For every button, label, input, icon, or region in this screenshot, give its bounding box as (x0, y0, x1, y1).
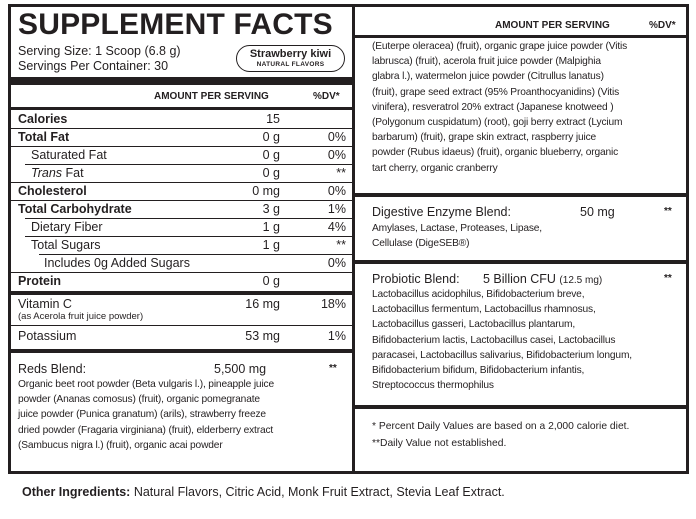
ingredient-line: tart cherry, organic cranberry (372, 162, 498, 174)
nutrient-amount: 1 g (262, 220, 280, 234)
ingredient-line: Bifidobacterium lactis, Lactobacillus casei, Lactobacillus (372, 334, 616, 346)
nutrient-name: Includes 0g Added Sugars (44, 256, 190, 270)
nutrient-row-total-sugars (11, 237, 352, 254)
ingredient-line: powder (Ananas comosus) (fruit), organic pomegranate (18, 394, 260, 406)
nutrient-amount: 0 g (262, 274, 280, 288)
nutrient-amount: 3 g (262, 202, 280, 216)
nutrient-name: Saturated Fat (31, 148, 107, 162)
nutrient-name: Cholesterol (18, 184, 87, 198)
nutrient-row-dietary-fiber (11, 219, 352, 236)
ingredient-line: Lactobacillus acidophilus, Bifidobacterium breve, (372, 289, 585, 300)
serving-size: Serving Size: 1 Scoop (6.8 g) (18, 44, 181, 58)
nutrient-amount: 0 g (262, 130, 280, 144)
nutrient-amount: 0 g (262, 148, 280, 162)
nutrient-dv: 0% (327, 256, 346, 270)
ingredient-line: (Polygonum cuspidatum) (root), goji berry extract (Lycium (372, 117, 623, 129)
amount-per-serving-header-right: AMOUNT PER SERVING (495, 20, 610, 31)
digestive-blend-name: Digestive Enzyme Blend: (372, 205, 511, 219)
other-ingredients (22, 484, 505, 500)
ingredient-line: Amylases, Lactase, Proteases, Lipase, (372, 223, 542, 234)
thick-divider (355, 193, 686, 197)
nutrient-name: Total Fat (18, 130, 70, 144)
flavor-badge (236, 45, 345, 72)
ingredient-line: vinifera), resveratrol 20% extract (Japanese knotweed ) (372, 101, 614, 113)
header-divider-right (355, 35, 686, 38)
nutrient-dv: 0% (327, 130, 346, 144)
nutrient-row-trans-fat (11, 165, 352, 182)
ingredient-line: dried powder (Fragaria virginiana) (fruit), elderberry extract (18, 424, 274, 436)
thick-divider (11, 291, 352, 295)
trans-italic: Trans (31, 166, 63, 180)
header-divider (11, 107, 352, 110)
dv-header-right: %DV* (649, 20, 676, 31)
nutrient-amount: 0 g (262, 166, 280, 180)
nutrient-name: Protein (18, 274, 62, 288)
nutrient-dv: 18% (320, 297, 346, 311)
nutrient-dv: 4% (327, 220, 346, 234)
flavor-subtext: NATURAL FLAVORS (256, 61, 325, 68)
reds-blend-dv: ** (329, 363, 337, 374)
ingredient-line: powder (Rubus idaeus) (fruit), organic blueberry, organic (372, 147, 619, 159)
nutrient-amount: 1 g (262, 238, 280, 252)
thick-divider (11, 349, 352, 353)
other-ingredients-text: Natural Flavors, Citric Acid, Monk Fruit Extract, Stevia Leaf Extract. (130, 485, 505, 499)
footnote-dv: * Percent Daily Values are based on a 2,000 calorie diet. (372, 421, 630, 432)
probiotic-blend-amount (483, 272, 602, 288)
amount-per-serving-header: AMOUNT PER SERVING (154, 91, 269, 102)
nutrient-row-saturated-fat (11, 147, 352, 164)
nutrient-name: Total Sugars (31, 238, 101, 252)
servings-per-container: Servings Per Container: 30 (18, 59, 169, 73)
ingredient-line: juice powder (Punica granatum) (arils), strawberry freeze (18, 409, 266, 421)
supplement-facts-panel (8, 4, 689, 474)
ingredient-line: (fruit), grape seed extract (95% Proanthocyanidins) (Vitis (372, 86, 620, 98)
nutrient-row-calories (11, 111, 352, 128)
digestive-blend-dv: ** (664, 206, 672, 217)
thick-divider (11, 77, 352, 85)
nutrient-name: Total Carbohydrate (18, 202, 132, 216)
nutrient-name: Potassium (18, 329, 77, 343)
probiotic-cfu: 5 Billion CFU (483, 272, 556, 286)
nutrient-name: Dietary Fiber (31, 220, 103, 234)
flavor-name: Strawberry kiwi (249, 48, 332, 60)
ingredient-line: glabra l.), watermelon juice powder (Citrullus lanatus) (372, 71, 604, 83)
dv-header: %DV* (313, 91, 340, 102)
footnote-not-established: **Daily Value not established. (372, 438, 507, 449)
nutrient-amount: 0 mg (252, 184, 280, 198)
probiotic-blend-dv: ** (664, 273, 672, 284)
nutrient-dv: 1% (327, 202, 346, 216)
ingredient-line: Cellulase (DigeSEB®) (372, 238, 470, 250)
nutrient-row-added-sugars (11, 255, 352, 272)
reds-blend-amount: 5,500 mg (214, 362, 267, 376)
nutrient-dv: 0% (327, 148, 346, 162)
probiotic-blend-ingredients (372, 287, 684, 393)
nutrient-name: Calories (18, 112, 68, 126)
ingredient-line: Organic beet root powder (Beta vulgaris l.), pineapple juice (18, 379, 275, 390)
nutrient-row-cholesterol (11, 183, 352, 200)
ingredient-line: (Euterpe oleracea) (fruit), organic grape juice powder (Vitis (372, 41, 628, 52)
other-ingredients-label: Other Ingredients: (22, 485, 131, 499)
probiotic-blend-name: Probiotic Blend: (372, 272, 460, 286)
probiotic-mg: (12.5 mg) (559, 275, 603, 286)
reds-blend-name: Reds Blend: (18, 362, 87, 376)
row-divider (11, 325, 352, 326)
nutrient-amount: 15 (266, 112, 280, 126)
nutrient-dv: 1% (327, 329, 346, 343)
reds-blend-ingredients-right (372, 39, 684, 176)
left-column (11, 7, 352, 471)
thick-divider (355, 405, 686, 409)
digestive-blend-amount: 50 mg (580, 205, 615, 219)
ingredient-line: Streptococcus thermophilus (372, 380, 494, 392)
nutrient-row-total-fat (11, 129, 352, 146)
right-column (355, 7, 686, 471)
nutrient-name: Vitamin C (18, 297, 72, 311)
ingredient-line: (Sambucus nigra l.) (fruit), organic acai powder (18, 439, 223, 451)
ingredient-line: labrusca) (fruit), acerola fruit juice powder (Malpighia (372, 56, 601, 68)
panel-title: SUPPLEMENT FACTS (18, 8, 333, 41)
nutrient-amount: 16 mg (245, 297, 280, 311)
vitamin-c-source: (as Acerola fruit juice powder) (18, 311, 144, 322)
nutrient-row-protein (11, 273, 352, 290)
ingredient-line: paracasei, Lactobacillus salivarius, Bifidobacterium longum, (372, 349, 632, 361)
ingredient-line: Lactobacillus fermentum, Lactobacillus rhamnosus, (372, 304, 596, 316)
ingredient-line: barbarum) (fruit), grape skin extract, raspberry juice (372, 132, 597, 144)
digestive-blend-ingredients (372, 221, 684, 251)
nutrient-amount: 53 mg (245, 329, 280, 343)
ingredient-line: Lactobacillus gasseri, Lactobacillus plantarum, (372, 319, 576, 331)
nutrient-dv: 0% (327, 184, 346, 198)
nutrient-dv: ** (336, 166, 346, 180)
nutrient-name (31, 165, 84, 182)
trans-rest: Fat (62, 166, 84, 180)
reds-blend-ingredients-left (18, 377, 350, 453)
thick-divider (355, 260, 686, 264)
nutrient-row-potassium (11, 328, 352, 345)
nutrient-dv: ** (336, 238, 346, 252)
ingredient-line: Bifidobacterium bifidum, Bifidobacterium infantis, (372, 365, 585, 377)
nutrient-row-total-carbohydrate (11, 201, 352, 218)
